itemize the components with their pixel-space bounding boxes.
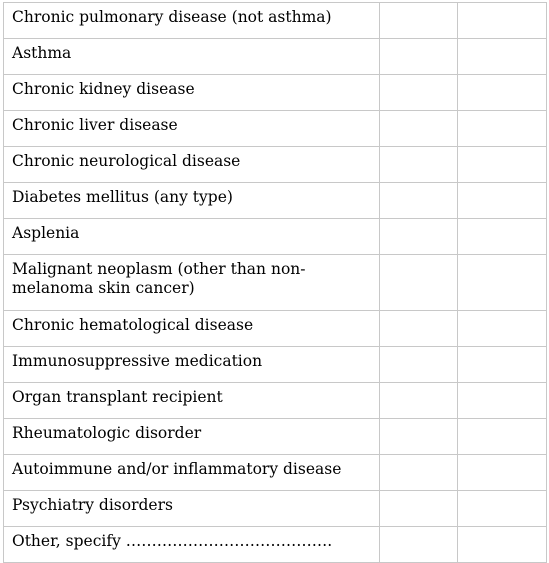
table-row	[4, 419, 547, 455]
response-cell-2[interactable]	[458, 3, 547, 39]
table-row	[4, 311, 547, 347]
condition-label: Other, specify ………………………………….	[12, 532, 333, 550]
table-row	[4, 255, 547, 311]
response-cell-2[interactable]	[458, 419, 547, 455]
table-row	[4, 347, 547, 383]
response-cell-2[interactable]	[458, 111, 547, 147]
table-row	[4, 527, 547, 563]
response-cell-2[interactable]	[458, 311, 547, 347]
table-row	[4, 219, 547, 255]
condition-cell	[4, 527, 380, 563]
response-cell-2[interactable]	[458, 455, 547, 491]
response-cell-1[interactable]	[380, 311, 458, 347]
condition-cell	[4, 39, 380, 75]
response-cell-2[interactable]	[458, 183, 547, 219]
condition-cell	[4, 147, 380, 183]
condition-cell	[4, 311, 380, 347]
condition-label: Chronic kidney disease	[12, 80, 195, 98]
condition-cell	[4, 255, 380, 311]
table-row	[4, 39, 547, 75]
condition-cell	[4, 455, 380, 491]
condition-label: Chronic pulmonary disease (not asthma)	[12, 8, 332, 26]
condition-cell	[4, 111, 380, 147]
condition-label: Rheumatologic disorder	[12, 424, 202, 442]
condition-label: Chronic liver disease	[12, 116, 178, 134]
response-cell-1[interactable]	[380, 219, 458, 255]
response-cell-2[interactable]	[458, 255, 547, 311]
table-row	[4, 491, 547, 527]
table-row	[4, 75, 547, 111]
table-row	[4, 147, 547, 183]
table-row	[4, 3, 547, 39]
response-cell-1[interactable]	[380, 75, 458, 111]
condition-cell	[4, 347, 380, 383]
condition-label: Diabetes mellitus (any type)	[12, 188, 233, 206]
condition-cell	[4, 75, 380, 111]
response-cell-1[interactable]	[380, 383, 458, 419]
response-cell-1[interactable]	[380, 183, 458, 219]
table-row	[4, 183, 547, 219]
condition-label: Asthma	[12, 44, 72, 62]
response-cell-2[interactable]	[458, 39, 547, 75]
response-cell-1[interactable]	[380, 39, 458, 75]
table-row	[4, 383, 547, 419]
response-cell-1[interactable]	[380, 3, 458, 39]
response-cell-1[interactable]	[380, 527, 458, 563]
response-cell-1[interactable]	[380, 147, 458, 183]
response-cell-1[interactable]	[380, 347, 458, 383]
response-cell-1[interactable]	[380, 455, 458, 491]
response-cell-2[interactable]	[458, 219, 547, 255]
response-cell-1[interactable]	[380, 491, 458, 527]
comorbidities-table	[3, 2, 547, 563]
response-cell-2[interactable]	[458, 75, 547, 111]
condition-label: Asplenia	[12, 224, 80, 242]
response-cell-2[interactable]	[458, 491, 547, 527]
condition-cell	[4, 3, 380, 39]
response-cell-1[interactable]	[380, 255, 458, 311]
response-cell-2[interactable]	[458, 383, 547, 419]
condition-label: Chronic hematological disease	[12, 316, 254, 334]
condition-label: Chronic neurological disease	[12, 152, 241, 170]
table-row	[4, 111, 547, 147]
condition-cell	[4, 491, 380, 527]
condition-label: Autoimmune and/or inflammatory disease	[12, 460, 342, 478]
response-cell-2[interactable]	[458, 527, 547, 563]
response-cell-1[interactable]	[380, 111, 458, 147]
condition-label: Immunosuppressive medication	[12, 352, 263, 370]
condition-cell	[4, 419, 380, 455]
table-row	[4, 455, 547, 491]
response-cell-1[interactable]	[380, 419, 458, 455]
condition-cell	[4, 183, 380, 219]
condition-cell	[4, 383, 380, 419]
condition-label: Organ transplant recipient	[12, 388, 223, 406]
condition-cell	[4, 219, 380, 255]
response-cell-2[interactable]	[458, 347, 547, 383]
condition-label: Malignant neoplasm (other than non-melanoma skin cancer)	[12, 260, 306, 297]
response-cell-2[interactable]	[458, 147, 547, 183]
condition-label: Psychiatry disorders	[12, 496, 173, 514]
